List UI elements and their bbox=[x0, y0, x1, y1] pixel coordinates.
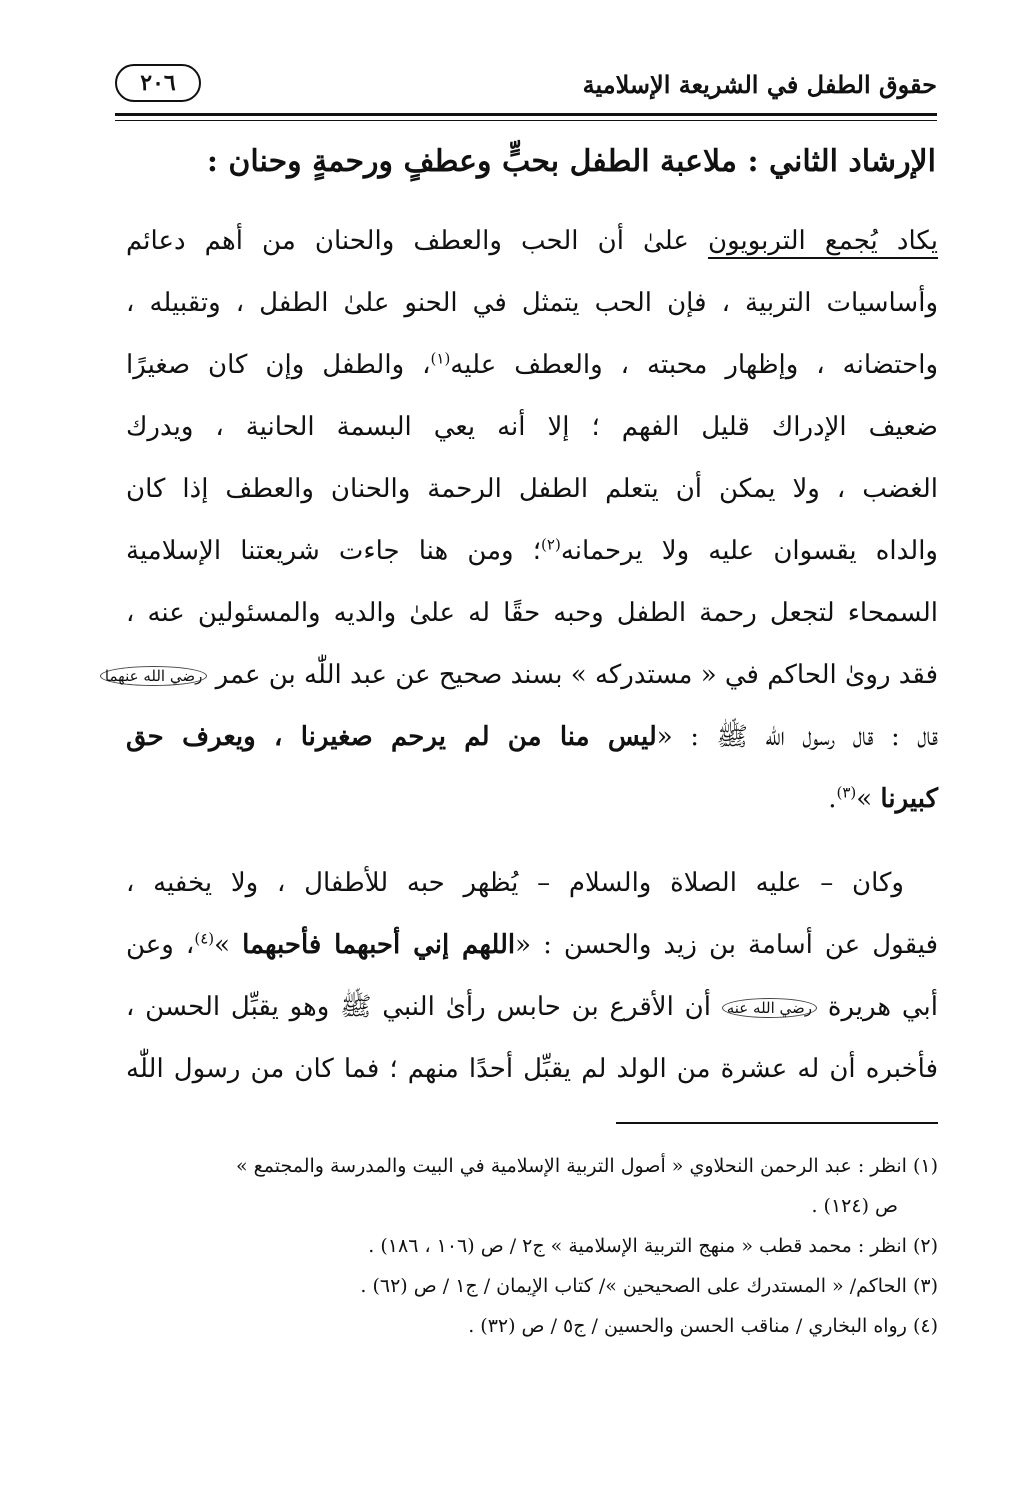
running-title: حقوق الطفل في الشريعة الإسلامية bbox=[582, 70, 937, 99]
footnotes bbox=[118, 1146, 938, 1346]
text-run: فقد روىٰ الحاكم في « مستدركه » بسند صحيح عن عبد اللّٰه بن عمر bbox=[207, 660, 938, 690]
page-number: ٢٠٦ bbox=[115, 64, 201, 102]
footnote-1: (١) انظر : عبد الرحمن النحلاوي « أصول التربية الإسلامية في البيت والمدرسة والمجتمع » bbox=[235, 1155, 938, 1177]
footnote-ref: (٣) bbox=[836, 783, 857, 802]
text-run: أبي هريرة bbox=[817, 992, 939, 1022]
hadith-text: كبيرنا bbox=[880, 784, 938, 814]
page-header bbox=[115, 62, 937, 110]
hadith-text: اللهم إني أحبهما فأحبهما bbox=[242, 930, 516, 960]
footnote-ref: (١) bbox=[430, 349, 451, 368]
header-rule-thick bbox=[115, 113, 937, 116]
paragraph-line bbox=[126, 706, 938, 768]
text-run: ، والطفل وإن كان صغيرًا bbox=[126, 350, 431, 380]
footnote-separator bbox=[616, 1122, 938, 1124]
paragraph-line: فأخبره أن له عشرة من الولد لم يقبِّل أحدًا منهم ؛ فما كان من رسول اللّٰه bbox=[126, 1054, 938, 1084]
footnote-2: (٢) انظر : محمد قطب « منهج التربية الإسلامية » ج٢ / ص (١٠٦ ، ١٨٦) . bbox=[368, 1235, 938, 1257]
hadith-text: ليس منا من لم يرحم صغيرنا ، ويعرف حق bbox=[126, 722, 657, 752]
paragraph-line bbox=[126, 976, 938, 1038]
text-run: ؛ ومن هنا جاءت شريعتنا الإسلامية bbox=[126, 536, 542, 566]
text-run: أن الأقرع بن حابس رأىٰ النبي ﷺ وهو يقبِّل الحسن ، bbox=[126, 992, 722, 1022]
paragraph-line: ضعيف الإدراك قليل الفهم ؛ إلا أنه يعي البسمة الحانية ، ويدرك bbox=[126, 412, 938, 442]
paragraph-line bbox=[104, 644, 938, 706]
paragraph-line: السمحاء لتجعل رحمة الطفل وحبه حقًا له علىٰ والديه والمسئولين عنه ، bbox=[126, 598, 938, 628]
footnote-4: (٤) رواه البخاري / مناقب الحسن والحسين / ج٥ / ص (٣٢) . bbox=[468, 1315, 938, 1337]
footnote-3: (٣) الحاكم/ « المستدرك على الصحيحين »/ كتاب الإيمان / ج١ / ص (٦٢) . bbox=[360, 1275, 938, 1297]
text-run: قال : قال رسول اللّٰه ﷺ : « bbox=[656, 722, 938, 752]
text-run: ، وعن bbox=[126, 930, 195, 960]
paragraph-line bbox=[126, 210, 938, 272]
paragraph-line bbox=[126, 768, 938, 830]
text-run: . bbox=[828, 784, 837, 814]
text-run: واحتضانه ، وإظهار محبته ، والعطف عليه bbox=[450, 350, 938, 380]
honorific-glyph: رضي الله عنهما bbox=[100, 666, 207, 686]
paragraph-line: وكان – عليه الصلاة والسلام – يُظهر حبه للأطفال ، ولا يخفيه ، bbox=[126, 868, 904, 898]
paragraph-gap bbox=[126, 830, 938, 852]
footnote-ref: (٤) bbox=[194, 929, 215, 948]
header-rule-thin bbox=[115, 120, 937, 121]
text-run: فيقول عن أسامة بن زيد والحسن : « bbox=[515, 930, 939, 960]
footnote-1-continuation: ص (١٢٤) . bbox=[811, 1195, 898, 1217]
paragraph-line: وأساسيات التربية ، فإن الحب يتمثل في الحنو علىٰ الطفل ، وتقبيله ، bbox=[126, 288, 938, 318]
underlined-phrase: يكاد يُجمع التربويون bbox=[707, 226, 939, 256]
text-run: » bbox=[856, 784, 881, 814]
body-text bbox=[104, 210, 939, 1100]
paragraph-line bbox=[126, 914, 938, 976]
paragraph-line: الغضب ، ولا يمكن أن يتعلم الطفل الرحمة والحنان والعطف إذا كان bbox=[126, 474, 938, 504]
paragraph-line bbox=[126, 520, 938, 582]
honorific-glyph: رضي الله عنه bbox=[722, 998, 817, 1018]
section-heading: الإرشاد الثاني : ملاعبة الطفل بحبٍّ وعطفٍ ورحمةٍ وحنان : bbox=[206, 144, 936, 179]
text-run: والداه يقسوان عليه ولا يرحمانه bbox=[560, 536, 938, 566]
paragraph-line bbox=[126, 334, 938, 396]
text-run: علىٰ أن الحب والعطف والحنان من أهم دعائم bbox=[126, 226, 708, 256]
footnote-ref: (٢) bbox=[541, 535, 561, 554]
text-run: » bbox=[214, 930, 243, 960]
